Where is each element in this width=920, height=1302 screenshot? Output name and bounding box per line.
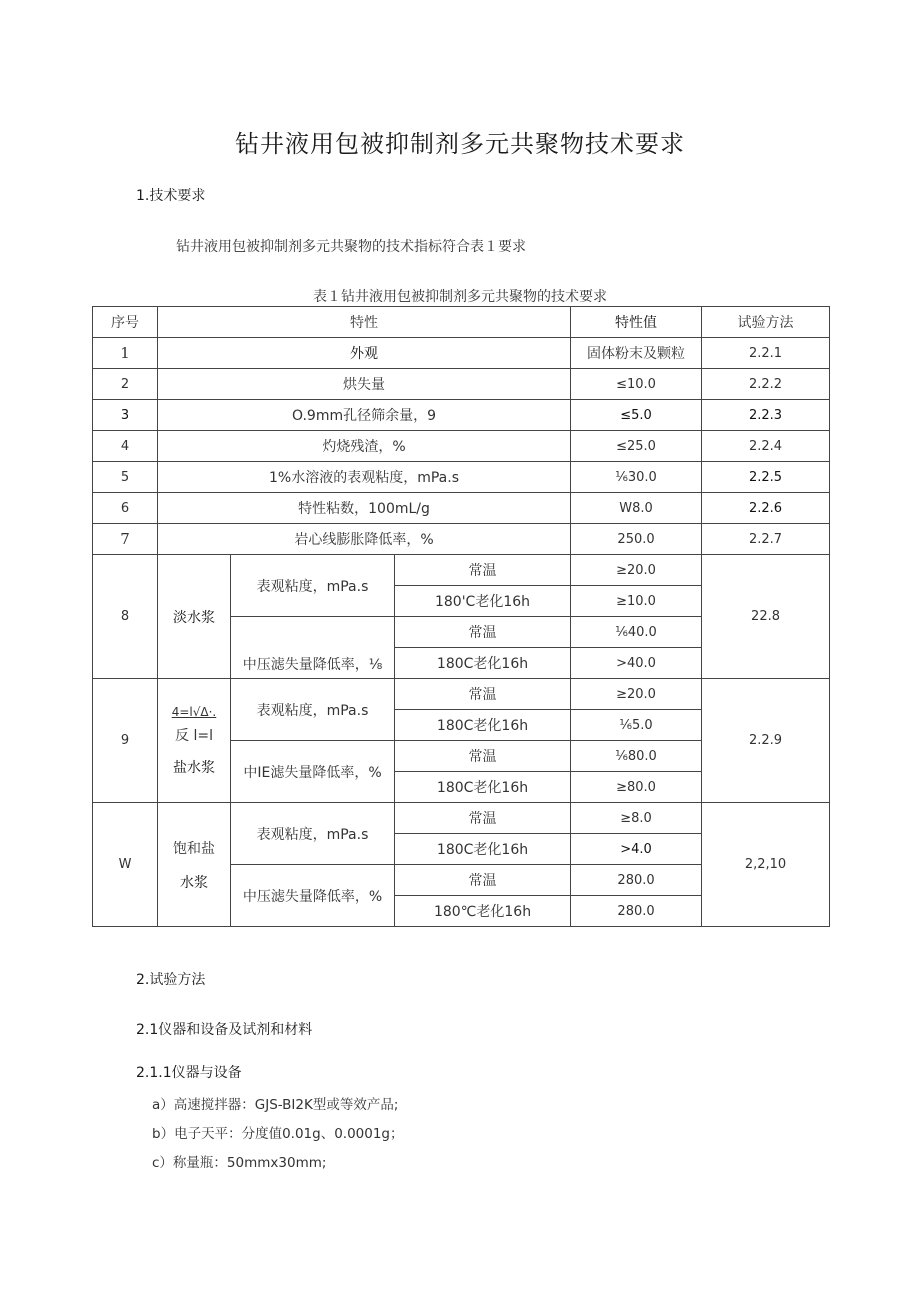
condition-value: ≥20.0 — [571, 679, 702, 710]
row-no: 7 — [93, 524, 158, 555]
condition-value: >40.0 — [571, 648, 702, 679]
row-method: 2.2.5 — [702, 462, 830, 493]
condition-aged: 180C老化16h — [395, 772, 571, 803]
group-no: W — [93, 803, 158, 927]
condition-value: 280.0 — [571, 865, 702, 896]
group-filtration-label: 中压滤失量降低率，% — [231, 865, 395, 927]
table-header-row — [93, 307, 830, 338]
group-method: 2.2.9 — [702, 679, 830, 803]
condition-value: ≥8.0 — [571, 803, 702, 834]
row-method: 2.2.6 — [702, 493, 830, 524]
row-no: 6 — [93, 493, 158, 524]
table-row — [93, 803, 830, 834]
list-item: b）电子天平：分度值0.01g、0.0001g； — [152, 1126, 404, 1142]
group-slurry — [158, 679, 231, 803]
condition-aged: 180C老化16h — [395, 834, 571, 865]
intro-paragraph: 钻井液用包被抑制剂多元共聚物的技术指标符合表１要求 — [176, 239, 526, 255]
row-property: 岩心线膨胀降低率，% — [158, 524, 571, 555]
slurry-line-2: 反 l=l — [175, 727, 213, 744]
row-value: ≤25.0 — [571, 431, 702, 462]
slurry-line-2: 水浆 — [180, 874, 208, 891]
row-property: O.9mm孔径筛余量，9 — [158, 400, 571, 431]
group-filtration-label: 中IE滤失量降低率，% — [231, 741, 395, 803]
row-no: 4 — [93, 431, 158, 462]
header-no: 序号 — [93, 307, 158, 338]
condition-value: ⅙80.0 — [571, 741, 702, 772]
row-property: 外观 — [158, 338, 571, 369]
row-method: 2.2.2 — [702, 369, 830, 400]
condition-value: ⅙40.0 — [571, 617, 702, 648]
group-slurry: 淡水浆 — [158, 555, 231, 679]
header-method: 试验方法 — [702, 307, 830, 338]
condition-aged: 180C老化16h — [395, 648, 571, 679]
condition-aged: 180C老化16h — [395, 710, 571, 741]
group-no: 8 — [93, 555, 158, 679]
header-value: 特性值 — [571, 307, 702, 338]
section-heading-equipment: 2.1.1仪器与设备 — [136, 1065, 242, 1081]
spec-table — [92, 306, 830, 927]
condition-value: ⅙5.0 — [571, 710, 702, 741]
row-no: 3 — [93, 400, 158, 431]
group-method: 2,2,10 — [702, 803, 830, 927]
row-property: 特性粘数，100mL/g — [158, 493, 571, 524]
row-method: 2.2.1 — [702, 338, 830, 369]
row-property: 灼烧残渣，% — [158, 431, 571, 462]
condition-normal: 常温 — [395, 555, 571, 586]
row-value: W8.0 — [571, 493, 702, 524]
condition-value: 280.0 — [571, 896, 702, 927]
condition-normal: 常温 — [395, 803, 571, 834]
table-caption: 表１钻井液用包被抑制剂多元共聚物的技术要求 — [313, 289, 607, 305]
row-value: ≤10.0 — [571, 369, 702, 400]
row-no: 2 — [93, 369, 158, 400]
condition-normal: 常温 — [395, 679, 571, 710]
group-slurry — [158, 803, 231, 927]
group-filtration-label: 中压滤失量降低率，⅛ — [231, 617, 395, 679]
table-row — [93, 431, 830, 462]
section-heading-test-methods: 2.试验方法 — [136, 972, 206, 988]
table-row — [93, 555, 830, 586]
row-method: 2.2.3 — [702, 400, 830, 431]
condition-value: ≥20.0 — [571, 555, 702, 586]
table-row — [93, 524, 830, 555]
table-row — [93, 338, 830, 369]
row-no: 1 — [93, 338, 158, 369]
row-method: 2.2.7 — [702, 524, 830, 555]
group-viscosity-label: 表观粘度，mPa.s — [231, 555, 395, 617]
row-value: 250.0 — [571, 524, 702, 555]
group-viscosity-label: 表观粘度，mPa.s — [231, 803, 395, 865]
condition-value: ≥10.0 — [571, 586, 702, 617]
list-item: a）高速搅拌器：GJS-BI2K型或等效产品; — [152, 1097, 399, 1113]
condition-normal: 常温 — [395, 741, 571, 772]
slurry-line-1: 饱和盐 — [173, 840, 215, 857]
table-row — [93, 679, 830, 710]
group-viscosity-label: 表观粘度，mPa.s — [231, 679, 395, 741]
row-method: 2.2.4 — [702, 431, 830, 462]
slurry-line-3: 盐水浆 — [173, 759, 215, 776]
table-row — [93, 493, 830, 524]
table-row — [93, 369, 830, 400]
list-item: c）称量瓶：50mmx30mm; — [152, 1155, 327, 1171]
table-row — [93, 462, 830, 493]
row-no: 5 — [93, 462, 158, 493]
condition-value: >4.0 — [571, 834, 702, 865]
document-title: 钻井液用包被抑制剂多元共聚物技术要求 — [235, 130, 685, 158]
row-value: 固体粉末及颗粒 — [571, 338, 702, 369]
condition-aged: 180℃老化16h — [395, 896, 571, 927]
group-no: 9 — [93, 679, 158, 803]
row-value: ≤5.0 — [571, 400, 702, 431]
row-value: ⅙30.0 — [571, 462, 702, 493]
group-method: 22.8 — [702, 555, 830, 679]
header-property: 特性 — [158, 307, 571, 338]
section-heading-instruments: 2.1仪器和设备及试剂和材料 — [136, 1022, 313, 1038]
row-property: 1%水溶液的表观粘度，mPa.s — [158, 462, 571, 493]
section-heading-technical-requirements: 1.技术要求 — [136, 188, 206, 204]
condition-value: ≥80.0 — [571, 772, 702, 803]
condition-normal: 常温 — [395, 865, 571, 896]
slurry-line-1: 4=l√Δ·. — [171, 704, 217, 719]
row-property: 烘失量 — [158, 369, 571, 400]
table-row — [93, 400, 830, 431]
condition-normal: 常温 — [395, 617, 571, 648]
condition-aged: 180'C老化16h — [395, 586, 571, 617]
